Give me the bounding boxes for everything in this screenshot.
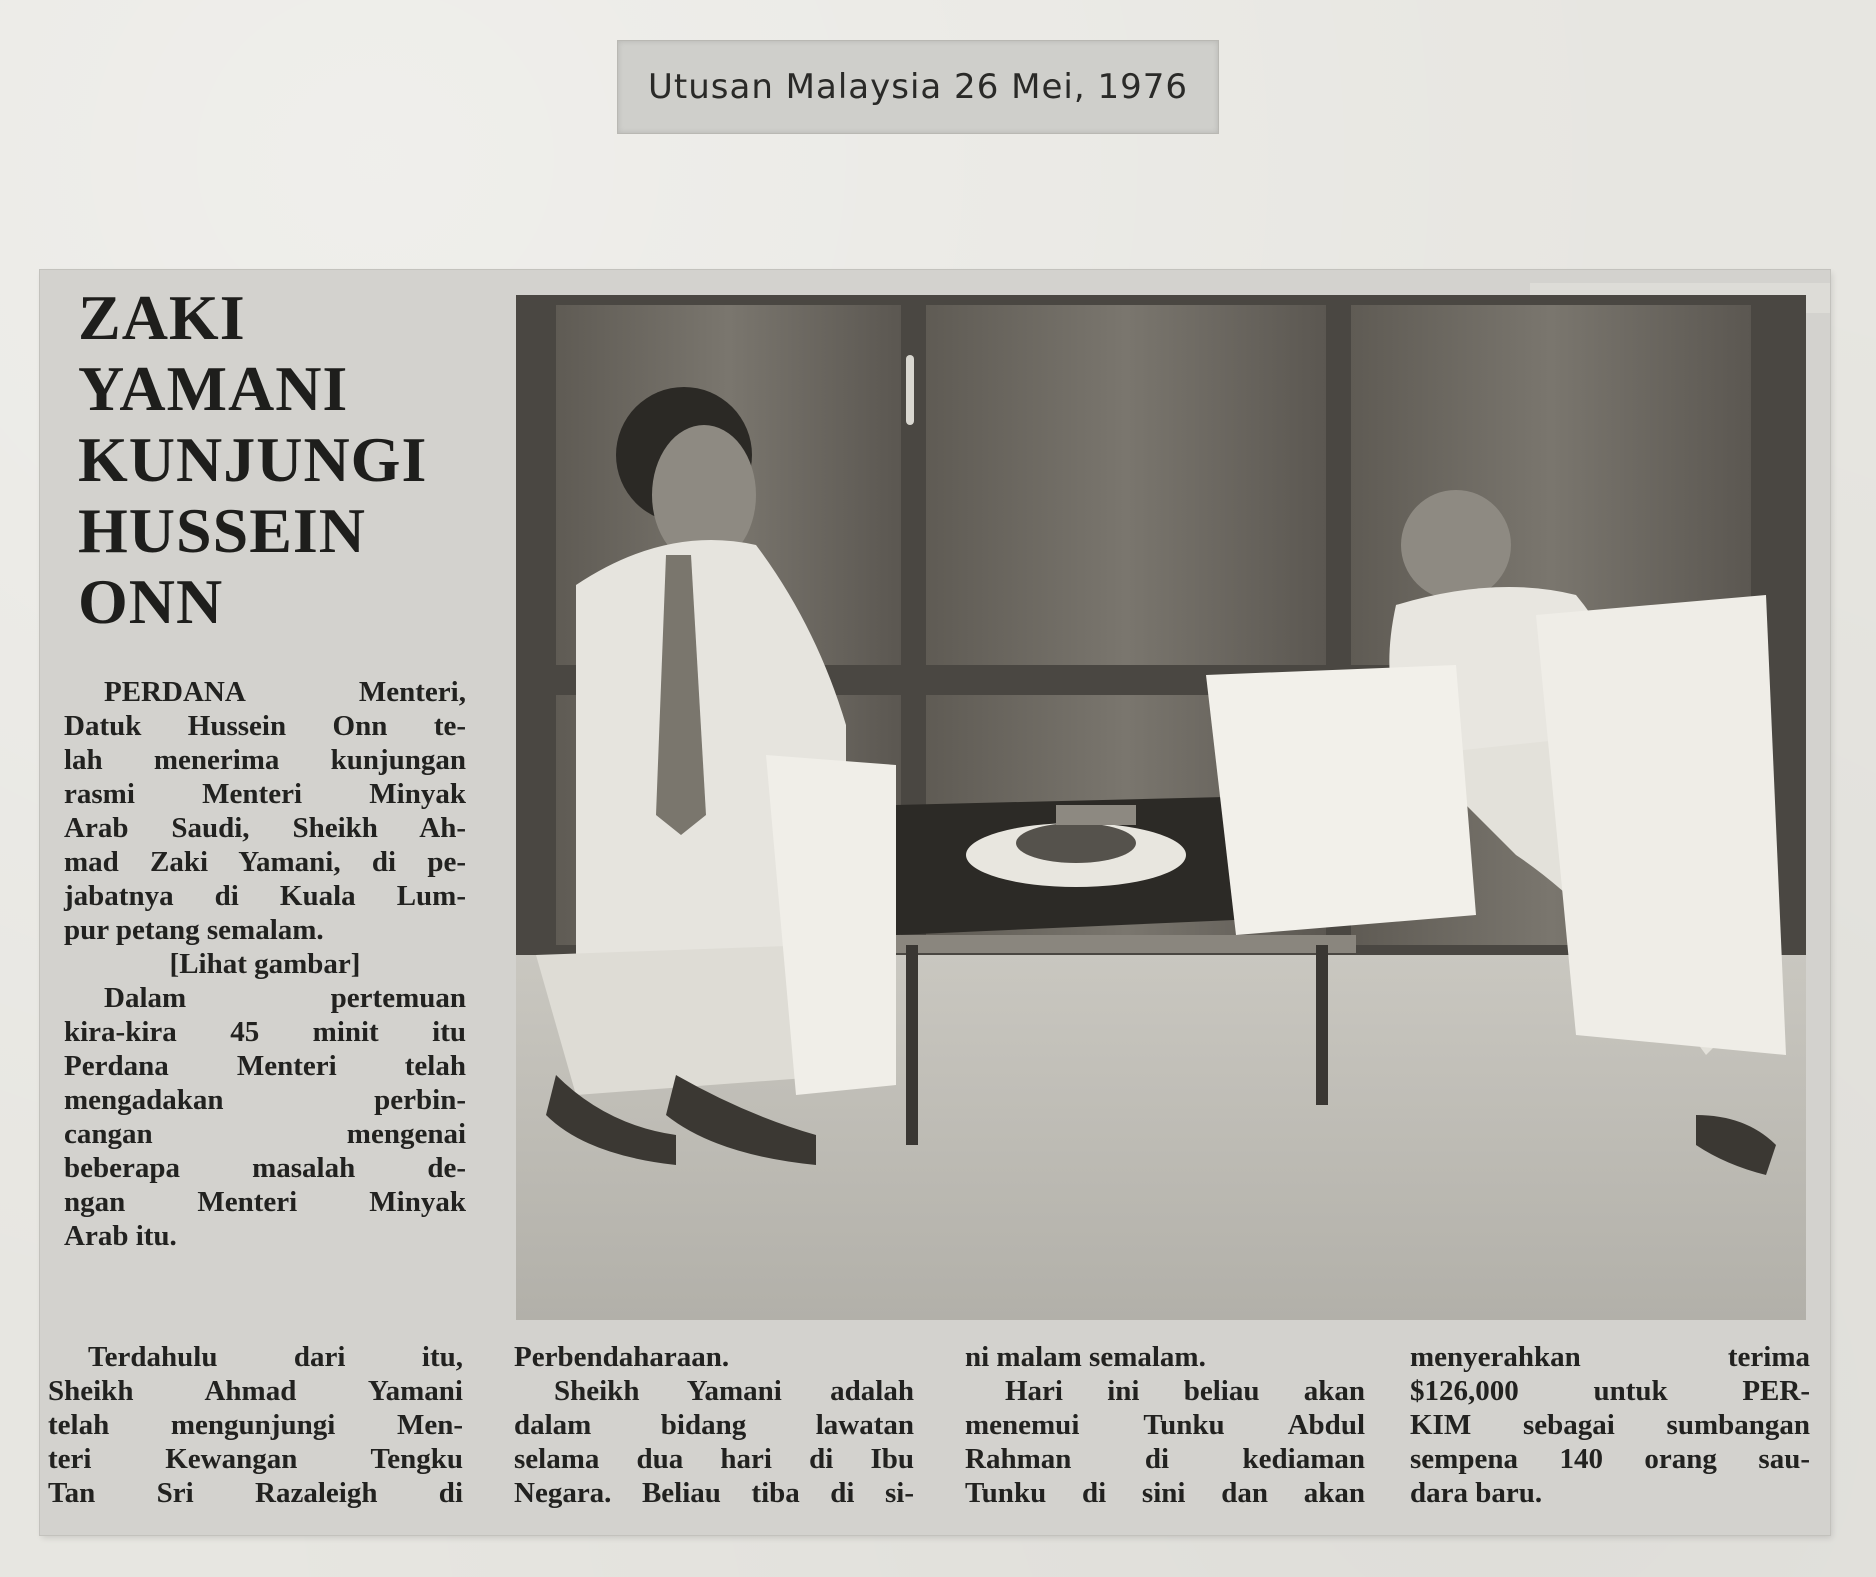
text-line: cangan mengenai <box>64 1118 466 1150</box>
text-line: Terdahulu dari itu, <box>88 1341 463 1373</box>
text-line: Tan Sri Razaleigh di <box>48 1477 463 1509</box>
text-line: pur petang semalam. <box>64 914 324 946</box>
article-column-1 <box>48 1340 463 1510</box>
photo-illustration <box>516 295 1806 1320</box>
text-line: rasmi Menteri Minyak <box>64 778 466 810</box>
news-photo <box>516 295 1806 1320</box>
text-line: PERDANA Menteri, <box>104 676 466 708</box>
text-line: dalam bidang lawatan <box>514 1409 914 1441</box>
text-line: Rahman di kediaman <box>965 1443 1365 1475</box>
headline-line: YAMANI <box>78 353 349 424</box>
text-line: $126,000 untuk PER- <box>1410 1375 1810 1407</box>
text-line: Dalam pertemuan <box>104 982 466 1014</box>
text-line: teri Kewangan Tengku <box>48 1443 463 1475</box>
text-line: menyerahkan terima <box>1410 1341 1810 1373</box>
text-line: Sheikh Yamani adalah <box>554 1375 914 1407</box>
see-photo-note <box>64 947 466 981</box>
text-line: [Lihat gambar] <box>169 948 361 980</box>
text-line: jabatnya di Kuala Lum- <box>64 880 466 912</box>
text-line: Arab Saudi, Sheikh Ah- <box>64 812 466 844</box>
text-line: Tunku di sini dan akan <box>965 1477 1365 1509</box>
text-line: ni malam semalam. <box>965 1341 1206 1373</box>
text-line: Negara. Beliau tiba di si- <box>514 1477 914 1509</box>
text-line: mad Zaki Yamani, di pe- <box>64 846 466 878</box>
article-column-4 <box>1410 1340 1810 1510</box>
article-headline <box>78 282 498 637</box>
lead-paragraph <box>64 675 466 947</box>
source-label: Utusan Malaysia 26 Mei, 1976 <box>617 40 1219 134</box>
second-paragraph <box>64 981 466 1253</box>
text-line: Hari ini beliau akan <box>1005 1375 1365 1407</box>
text-line: Datuk Hussein Onn te- <box>64 710 466 742</box>
text-line: ngan Menteri Minyak <box>64 1186 466 1218</box>
text-line: Arab itu. <box>64 1220 177 1252</box>
text-line: sempena 140 orang sau- <box>1410 1443 1810 1475</box>
text-line: Perbendaharaan. <box>514 1341 730 1373</box>
text-line: selama dua hari di Ibu <box>514 1443 914 1475</box>
text-line: KIM sebagai sumbangan <box>1410 1409 1810 1441</box>
article-column-2 <box>514 1340 914 1510</box>
text-line: mengadakan perbin- <box>64 1084 466 1116</box>
article-lead-column <box>64 675 466 1253</box>
text-line: lah menerima kunjungan <box>64 744 466 776</box>
text-line: kira-kira 45 minit itu <box>64 1016 466 1048</box>
text-line: telah mengunjungi Men- <box>48 1409 463 1441</box>
headline-line: HUSSEIN <box>78 495 366 566</box>
headline-line: KUNJUNGI <box>78 424 428 495</box>
text-line: menemui Tunku Abdul <box>965 1409 1365 1441</box>
text-line: beberapa masalah de- <box>64 1152 466 1184</box>
text-line: Perdana Menteri telah <box>64 1050 466 1082</box>
text-line: dara baru. <box>1410 1477 1543 1509</box>
headline-line: ZAKI <box>78 282 246 353</box>
headline-line: ONN <box>78 566 224 637</box>
text-line: Sheikh Ahmad Yamani <box>48 1375 463 1407</box>
article-column-3 <box>965 1340 1365 1510</box>
